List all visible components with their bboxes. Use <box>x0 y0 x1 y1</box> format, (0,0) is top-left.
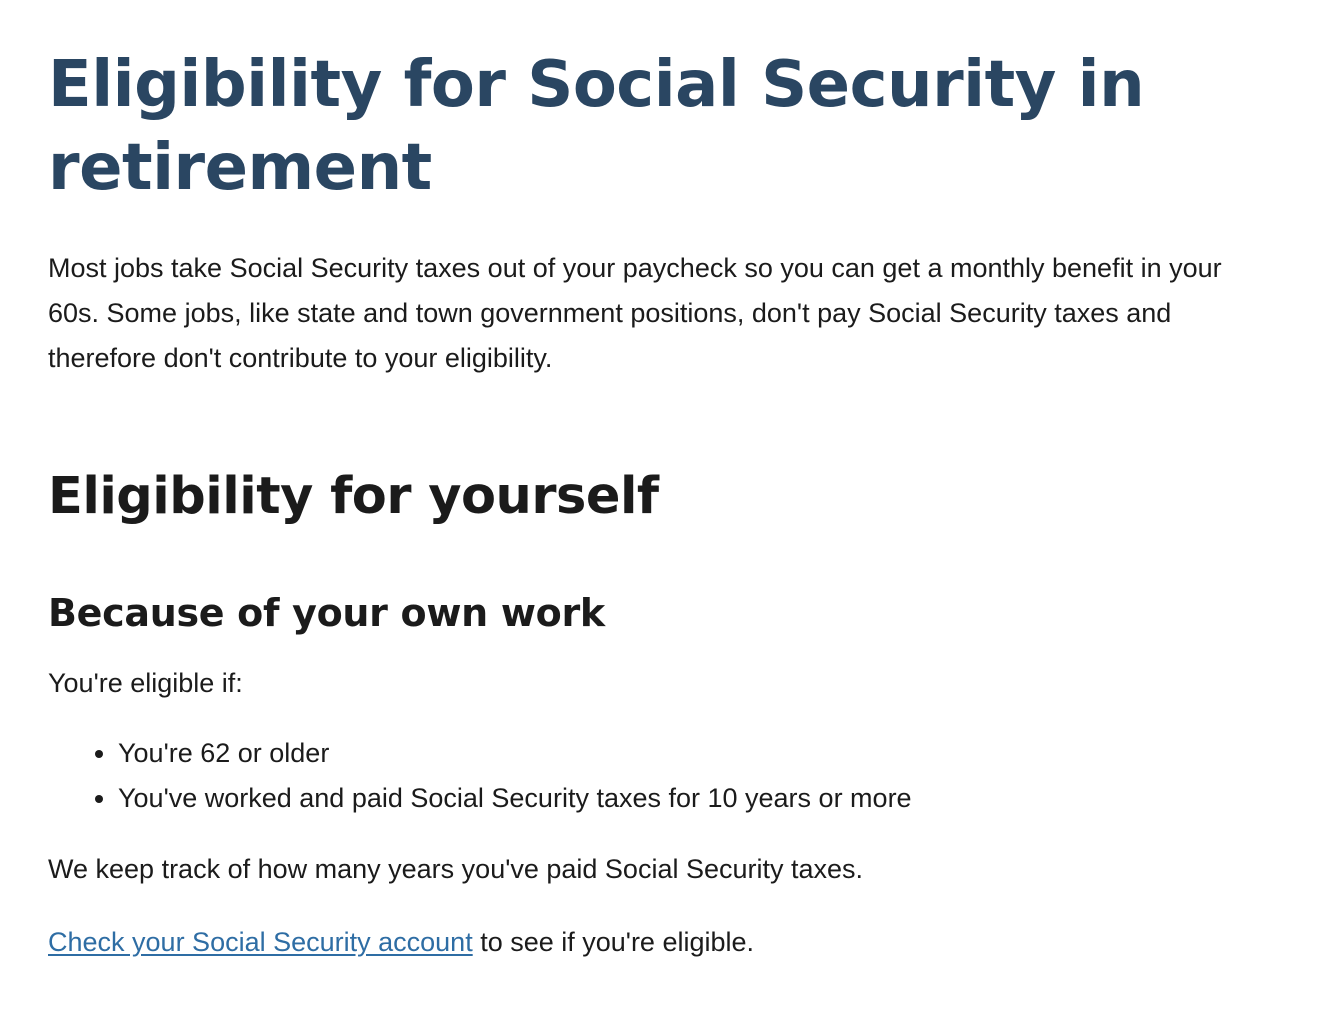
page-title: Eligibility for Social Security in retirement <box>48 48 1145 205</box>
intro-paragraph: Most jobs take Social Security taxes out of your paycheck so you can get a monthly benefit in your 60s. Some jobs, like state and town government positions, don't pay Social Security taxes and therefore don't contribute to your eligibility. <box>48 253 1222 373</box>
cta-trailing-text: to see if you're eligible. <box>472 927 755 957</box>
subsection-heading: Because of your own work <box>48 591 605 635</box>
list-item: • You're 62 or older <box>118 731 1280 776</box>
eligibility-criteria-list <box>48 731 1280 821</box>
account-cta <box>48 920 1280 964</box>
check-account-link[interactable]: Check your Social Security account <box>48 927 473 957</box>
section-heading: Eligibility for yourself <box>48 467 659 526</box>
tracking-note: We keep track of how many years you've paid Social Security taxes. <box>48 854 864 884</box>
list-item: • You've worked and paid Social Security taxes for 10 years or more <box>118 776 1280 821</box>
eligibility-lead: You're eligible if: <box>48 668 243 698</box>
